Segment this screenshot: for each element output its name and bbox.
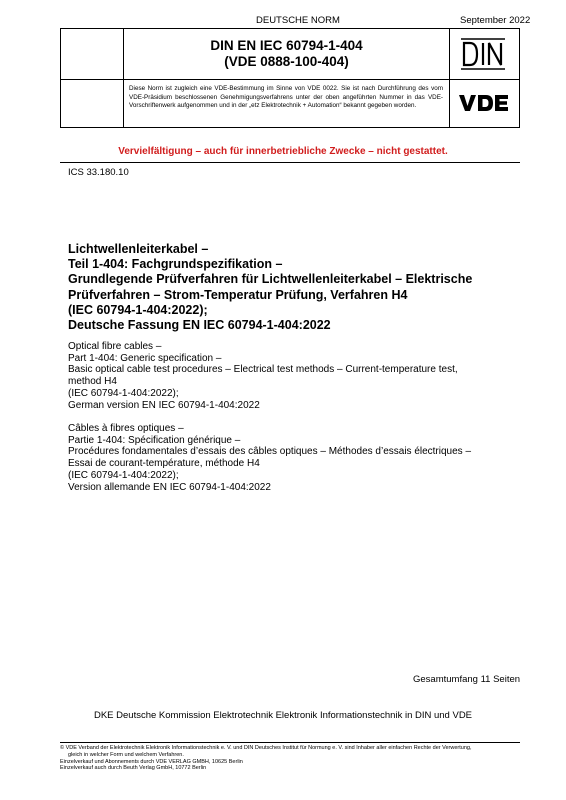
title-english <box>68 341 518 411</box>
title-en-line: (IEC 60794-1-404:2022); <box>68 387 179 399</box>
title-fr-line: Essai de courant-température, méthode H4 <box>68 458 260 470</box>
document-type-label: DEUTSCHE NORM <box>256 15 340 26</box>
copyright-notice <box>60 745 530 772</box>
title-french <box>68 423 518 493</box>
dke-committee-line: DKE Deutsche Kommission Elektrotechnik Elektronik Informationstechnik in DIN und VDE <box>93 710 473 721</box>
copyright-line: Einzelverkauf auch durch Beuth Verlag GmbH, 10772 Berlin <box>60 765 207 772</box>
title-fr-line: Procédures fondamentales d’essais des câbles optiques – Méthodes d’essais électriques – <box>68 446 472 458</box>
vde-classification-number: (VDE 0888-100-404) <box>224 54 349 69</box>
title-en-line: Basic optical cable test procedures – Electrical test methods – Current-temperature test, <box>68 364 458 376</box>
title-de-line: Deutsche Fassung EN IEC 60794-1-404:2022 <box>68 318 331 333</box>
title-german <box>68 242 518 333</box>
title-de-line: Lichtwellenleiterkabel – <box>68 242 209 256</box>
copyright-line: Einzelverkauf und Abonnements durch VDE VERLAG GMBH, 10625 Berlin <box>60 758 243 765</box>
copyright-line: © VDE Verband der Elektrotechnik Elektronik Informationstechnik e. V. und DIN Deutsches Institut für Normung e. V. sind Inhaber aller einfachen Rechte der Verwertung, <box>60 745 472 751</box>
title-de-line: (IEC 60794-1-404:2022); <box>68 302 208 317</box>
title-en-line: German version EN IEC 60794-1-404:2022 <box>68 399 260 411</box>
warning-divider <box>60 162 520 163</box>
copyright-line: gleich in welcher Form und welchem Verfahren. <box>68 751 184 758</box>
title-en-line: Part 1-404: Generic specification – <box>68 352 222 364</box>
publication-date: September 2022 <box>460 15 531 26</box>
title-de-line: Prüfverfahren – Strom-Temperatur Prüfung, Verfahren H4 <box>68 287 408 302</box>
title-fr-line: Version allemande EN IEC 60794-1-404:2022 <box>68 481 271 493</box>
din-logo <box>459 36 509 72</box>
vde-regulation-notice: Diese Norm ist zugleich eine VDE-Bestimmung im Sinne von VDE 0022. Sie ist nach Durchführung des vom VDE-Präsidium beschlossenen Genehmigungsverfahrens unter der oben angeführten Nummer in das VDE-Vorschriftenwerk aufgenommen und in der „etz Elektrotechnik + Automation“ bekannt gegeben worden. <box>129 85 443 110</box>
reproduction-warning: Vervielfältigung – auch für innerbetriebliche Zwecke – nicht gestattet. <box>118 146 448 157</box>
header-divider-right <box>449 29 450 127</box>
title-en-line: Optical fibre cables – <box>68 341 162 352</box>
footer-divider <box>60 742 520 743</box>
title-fr-line: Partie 1-404: Spécification générique – <box>68 434 241 446</box>
title-en-line: method H4 <box>68 376 117 388</box>
title-fr-line: (IEC 60794-1-404:2022); <box>68 469 179 481</box>
standard-number: DIN EN IEC 60794-1-404 <box>210 38 363 53</box>
ics-code: ICS 33.180.10 <box>68 167 129 178</box>
title-de-line: Teil 1-404: Fachgrundspezifikation – <box>68 257 283 272</box>
vde-logo <box>458 93 512 113</box>
title-fr-line: Câbles à fibres optiques – <box>68 423 184 434</box>
header-divider-horizontal <box>61 79 519 80</box>
title-de-line: Grundlegende Prüfverfahren für Lichtwellenleiterkabel – Elektrische <box>68 272 473 287</box>
standard-header-box <box>60 28 520 128</box>
total-page-count: Gesamtumfang 11 Seiten <box>413 674 521 685</box>
